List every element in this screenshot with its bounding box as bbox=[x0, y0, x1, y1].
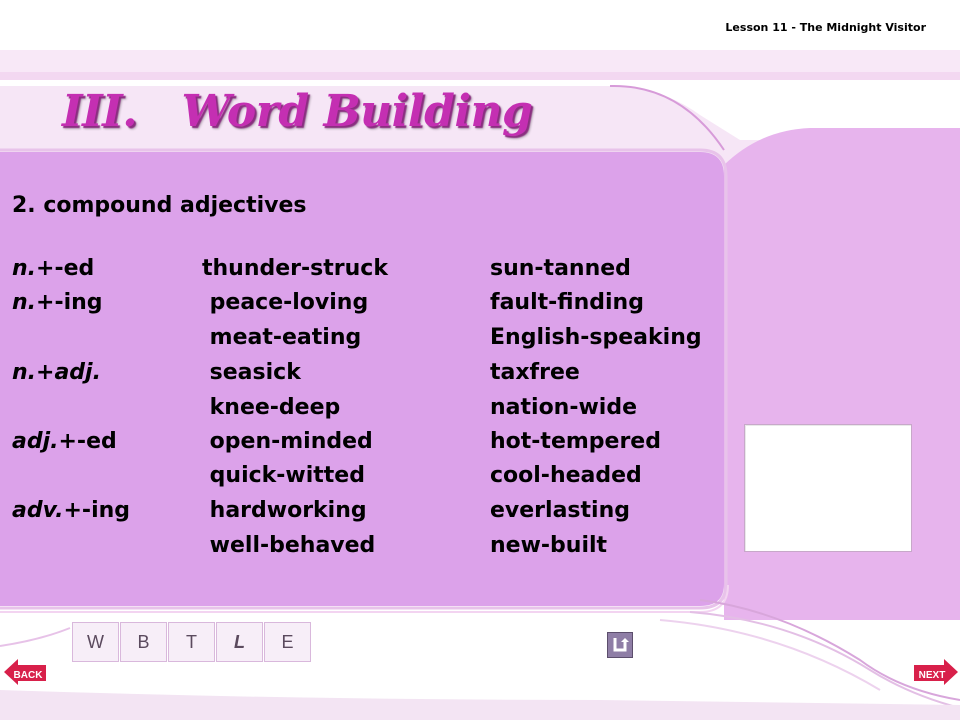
nav-tab-l[interactable]: L bbox=[216, 622, 263, 662]
word-category bbox=[12, 290, 103, 315]
return-arrow-icon bbox=[610, 635, 630, 655]
section-nav bbox=[72, 622, 312, 662]
example-word: seasick bbox=[202, 360, 301, 385]
example-word: knee-deep bbox=[202, 395, 341, 420]
slide-title: III. Word Building bbox=[62, 86, 533, 137]
back-button[interactable] bbox=[4, 657, 46, 687]
nav-tab-t[interactable]: T bbox=[168, 622, 215, 662]
section-subtitle: 2. compound adjectives bbox=[12, 193, 307, 218]
next-label: NEXT bbox=[918, 670, 946, 681]
word-row bbox=[12, 256, 732, 290]
example-word: taxfree bbox=[490, 360, 580, 385]
example-word: cool-headed bbox=[490, 463, 642, 488]
word-row bbox=[12, 395, 732, 429]
example-word: quick-witted bbox=[202, 463, 365, 488]
back-label: BACK bbox=[13, 670, 43, 681]
word-row bbox=[12, 429, 732, 463]
word-row bbox=[12, 325, 732, 359]
next-arrow-icon bbox=[914, 657, 958, 687]
nav-tab-b[interactable]: B bbox=[120, 622, 167, 662]
category-suffix: +-ing bbox=[63, 498, 131, 523]
return-button[interactable] bbox=[607, 632, 633, 658]
word-row bbox=[12, 290, 732, 324]
nav-tab-e[interactable]: E bbox=[264, 622, 311, 662]
example-word: open-minded bbox=[202, 429, 373, 454]
example-word: hardworking bbox=[202, 498, 367, 523]
word-row bbox=[12, 360, 732, 394]
word-category bbox=[12, 360, 101, 385]
word-category bbox=[12, 256, 94, 281]
example-word: new-built bbox=[490, 533, 608, 558]
nav-tab-w[interactable]: W bbox=[72, 622, 119, 662]
word-category bbox=[12, 429, 117, 454]
example-word: nation-wide bbox=[490, 395, 638, 420]
lesson-title: Lesson 11 - The Midnight Visitor bbox=[725, 21, 926, 34]
example-word: hot-tempered bbox=[490, 429, 661, 454]
word-row bbox=[12, 463, 732, 497]
example-word: English-speaking bbox=[490, 325, 702, 350]
next-button[interactable] bbox=[914, 657, 958, 687]
example-word: meat-eating bbox=[202, 325, 362, 350]
example-word: well-behaved bbox=[202, 533, 376, 558]
image-placeholder bbox=[744, 424, 912, 552]
word-row bbox=[12, 498, 732, 532]
example-word: sun-tanned bbox=[490, 256, 631, 281]
category-part: adv. bbox=[12, 498, 64, 523]
category-suffix: +-ed bbox=[58, 429, 117, 454]
category-part: n. bbox=[12, 256, 37, 281]
back-arrow-icon bbox=[4, 657, 46, 687]
category-part: adj. bbox=[12, 429, 59, 454]
example-word: peace-loving bbox=[202, 290, 369, 315]
category-part: n.+adj. bbox=[12, 360, 101, 385]
example-word: everlasting bbox=[490, 498, 630, 523]
category-suffix: +-ed bbox=[36, 256, 95, 281]
example-word: thunder-struck bbox=[202, 256, 388, 281]
word-row bbox=[12, 533, 732, 567]
word-category bbox=[12, 498, 130, 523]
example-word: fault-finding bbox=[490, 290, 644, 315]
category-suffix: +-ing bbox=[36, 290, 103, 315]
category-part: n. bbox=[12, 290, 37, 315]
